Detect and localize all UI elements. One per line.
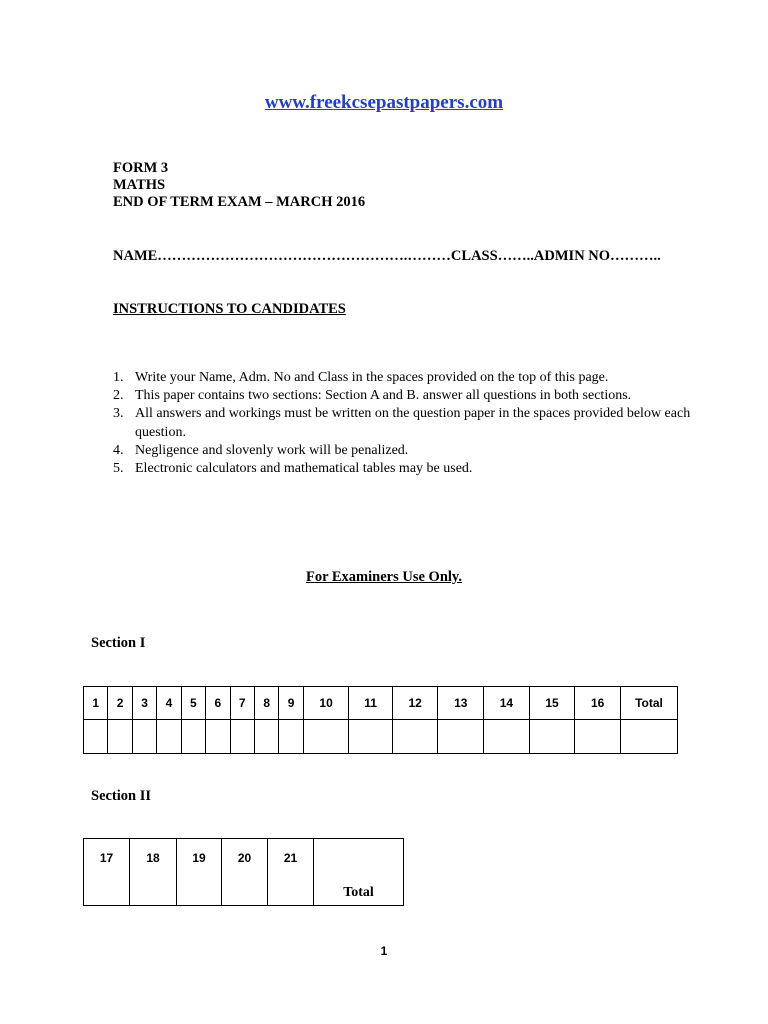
instruction-text: Write your Name, Adm. No and Class in the spaces provided on the top of this page. <box>135 370 609 385</box>
score-cell[interactable] <box>132 720 156 754</box>
instruction-text: Negligence and slovenly work will be penalized. <box>135 442 409 458</box>
score-cell[interactable] <box>349 720 392 754</box>
score-cell[interactable] <box>303 720 349 754</box>
total-header-cell: Total <box>621 687 678 720</box>
score-cell[interactable] <box>484 720 530 754</box>
question-header-cell: 7 <box>230 687 254 720</box>
question-header-cell: 13 <box>438 687 484 720</box>
instruction-text: This paper contains two sections: Section A and B. answer all questions in both sections. <box>135 388 632 404</box>
candidate-details-line: NAME…………………………………………….………CLASS……..ADMIN NO……….. <box>113 248 661 264</box>
instruction-number: 1. <box>113 370 124 385</box>
question-header-cell: 17 <box>84 839 130 906</box>
question-header-cell: 9 <box>279 687 303 720</box>
section-1-label: Section I <box>91 635 146 651</box>
instruction-item <box>113 369 713 387</box>
score-cell[interactable] <box>254 720 278 754</box>
instruction-number: 3. <box>113 406 124 422</box>
score-header-row <box>84 687 678 720</box>
score-cell[interactable] <box>529 720 575 754</box>
subject-label: MATHS <box>113 177 166 193</box>
question-header-cell: 14 <box>484 687 530 720</box>
question-header-cell: 15 <box>529 687 575 720</box>
exam-header <box>113 160 365 211</box>
question-header-cell: 5 <box>181 687 205 720</box>
question-header-cell: 12 <box>392 687 438 720</box>
question-header-cell: 20 <box>222 839 268 906</box>
question-header-cell: 11 <box>349 687 392 720</box>
total-header-cell: Total <box>314 839 404 906</box>
score-entry-row <box>84 720 678 754</box>
question-header-cell: 16 <box>575 687 621 720</box>
instruction-item <box>113 442 713 460</box>
score-cell[interactable] <box>84 720 108 754</box>
instructions-heading: INSTRUCTIONS TO CANDIDATES <box>113 301 346 317</box>
score-cell[interactable] <box>181 720 205 754</box>
question-header-cell: 1 <box>84 687 108 720</box>
section-1-score-table <box>83 686 678 754</box>
examiners-use-title: For Examiners Use Only. <box>305 569 462 585</box>
question-header-cell: 21 <box>268 839 314 906</box>
exam-title: END OF TERM EXAM – MARCH 2016 <box>113 194 366 210</box>
instruction-number: 4. <box>113 442 124 458</box>
score-cell[interactable] <box>206 720 230 754</box>
score-cell[interactable] <box>230 720 254 754</box>
question-header-cell: 2 <box>108 687 132 720</box>
instruction-number: 5. <box>113 461 124 477</box>
instructions-list <box>113 369 713 478</box>
question-header-cell: 8 <box>254 687 278 720</box>
instruction-number: 2. <box>113 388 124 404</box>
instruction-item <box>113 387 713 405</box>
question-header-cell: 19 <box>177 839 222 906</box>
instruction-text: Electronic calculators and mathematical tables may be used. <box>135 461 473 477</box>
total-score-cell[interactable] <box>621 720 678 754</box>
form-label: FORM 3 <box>113 160 169 176</box>
question-header-cell: 4 <box>157 687 181 720</box>
score-cell[interactable] <box>108 720 132 754</box>
question-header-cell: 3 <box>132 687 156 720</box>
score-cell[interactable] <box>438 720 484 754</box>
question-header-cell: 6 <box>206 687 230 720</box>
question-header-cell: 18 <box>130 839 177 906</box>
website-link[interactable]: www.freekcsepastpapers.com <box>264 92 504 113</box>
section-2-label: Section II <box>91 788 152 804</box>
question-header-cell: 10 <box>303 687 349 720</box>
instruction-text: All answers and workings must be written on the question paper in the spaces provided below each question. <box>135 406 691 440</box>
instruction-item <box>113 460 713 478</box>
score-cell[interactable] <box>392 720 438 754</box>
score-cell[interactable] <box>157 720 181 754</box>
score-cell[interactable] <box>279 720 303 754</box>
score-cell[interactable] <box>575 720 621 754</box>
page-number: 1 <box>380 944 388 958</box>
section-2-score-table <box>83 838 404 906</box>
score-header-row <box>84 839 404 906</box>
instruction-item <box>113 405 713 441</box>
